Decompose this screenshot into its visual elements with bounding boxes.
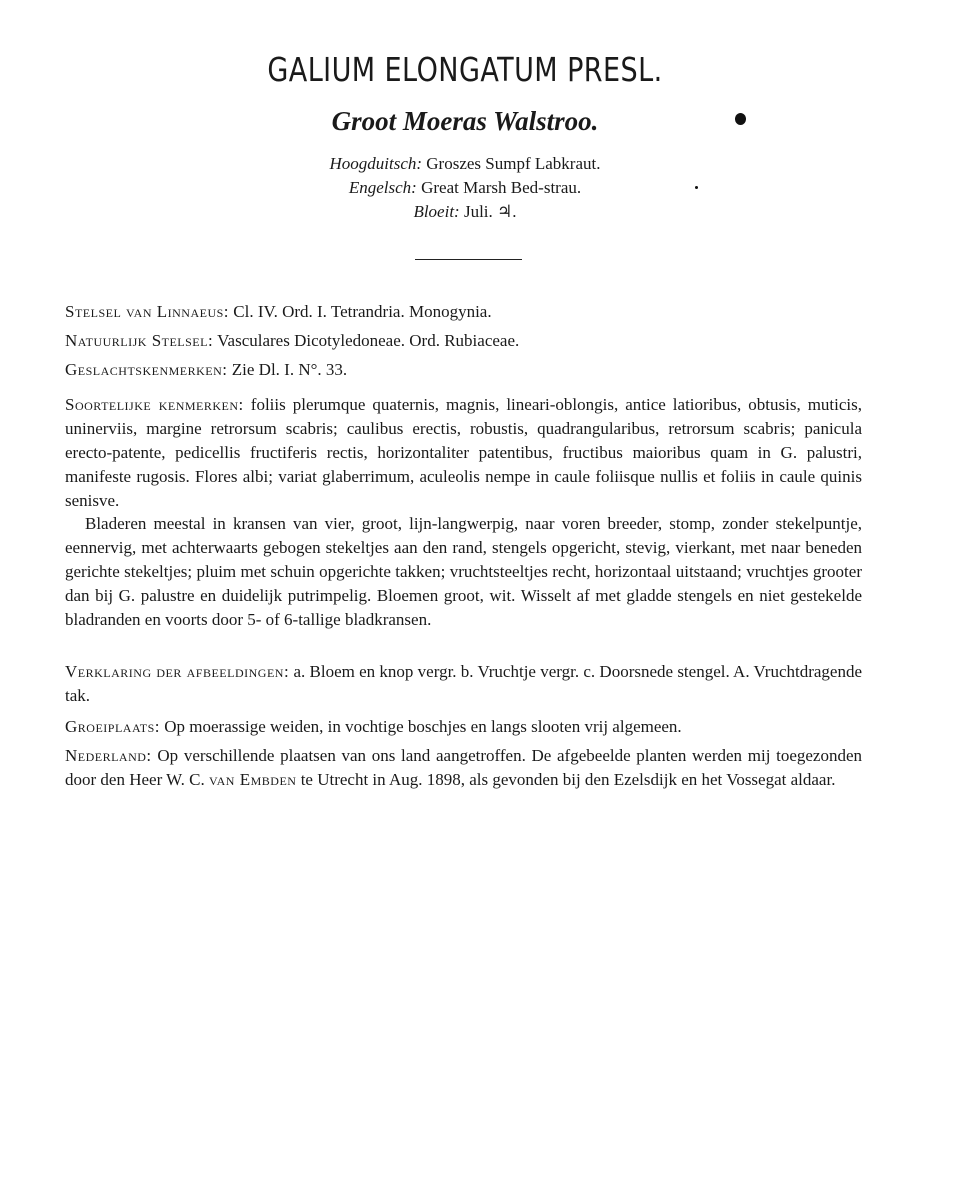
- groeiplaats-paragraph: [65, 715, 862, 739]
- ink-speck: [735, 113, 746, 125]
- bloeit-line: [200, 200, 730, 224]
- linnaeus-label: Stelsel van Linnaeus:: [65, 302, 230, 321]
- nederland-name: van Embden: [209, 770, 297, 789]
- nederland-text-2: te Utrecht in Aug. 1898, als gevonden bij den Ezelsdijk en het Vossegat aldaar.: [300, 770, 836, 789]
- linnaeus-value: Cl. IV. Ord. I. Tetrandria. Monogynia.: [233, 302, 492, 321]
- soortelijke-label: Soortelijke kenmerken:: [65, 395, 244, 414]
- nederland-label: Nederland:: [65, 746, 152, 765]
- page-title: GALIUM ELONGATUM PRESL.: [267, 50, 663, 89]
- geslacht-line: [65, 360, 347, 380]
- divider-rule: [415, 259, 522, 260]
- systems-section: [65, 302, 862, 382]
- page-subtitle: Groot Moeras Walstroo.: [331, 106, 599, 136]
- dutch-description-paragraph: Bladeren meestal in kransen van vier, groot, lijn-langwerpig, naar voren breeder, stomp, zonder stekelpuntje, eennervig, met achterwaarts gebogen stekeltjes aan den rand, stengels opgericht, stevig, vierkant, met naar beneden gerichte stekeltjes; pluim met schuin opgerichte takken; vruchtsteeltjes recht, horizontaal uitstaand; vruchtjes grooter dan bij G. palustre en duidelijk putrimpelig. Bloemen groot, wit. Wisselt af met gladde stengels en niet gestekelde bladranden en voorts door 5- of 6-tallige bladkransen.: [65, 514, 862, 629]
- engelsch-line: [200, 176, 730, 200]
- nederland-paragraph: [65, 744, 862, 792]
- engelsch-value: Great Marsh Bed-strau.: [421, 178, 582, 197]
- natuurlijk-label: Natuurlijk Stelsel:: [65, 331, 214, 350]
- bloeit-label: Bloeit:: [413, 202, 460, 221]
- natuurlijk-value: Vasculares Dicotyledoneae. Ord. Rubiaceae.: [217, 331, 520, 350]
- natuurlijk-line: [65, 331, 519, 351]
- ink-speck: [695, 186, 698, 189]
- geslacht-value: Zie Dl. I. N°. 33.: [231, 360, 348, 379]
- common-names: [200, 152, 730, 224]
- soortelijke-paragraph: [65, 393, 862, 513]
- hoogduitsch-label: Hoogduitsch:: [329, 154, 423, 173]
- hoogduitsch-line: [200, 152, 730, 176]
- soortelijke-text: foliis plerumque quaternis, magnis, lineari-oblongis, antice latioribus, obtusis, muticis, uninerviis, margine retrorsum scabris; caulibus erectis, robustis, quadrangularibus, retrorsum scabris; panicula erecto-patente, pedicellis fructiferis rectis, horizontaliter patentibus, fructibus maioribus quam in G. palustri, manifeste rugosis. Flores albi; variat glaberrimum, aculeolis nempe in caule foliisque nullis et foliis in caule quinis senisve.: [65, 395, 862, 510]
- geslacht-label: Geslachtskenmerken:: [65, 360, 228, 379]
- nederland-text-1: Op verschillende plaatsen van ons land aangetroffen. De afgebeelde planten werden mij toegezonden door den Heer W. C.: [65, 746, 863, 789]
- verklaring-paragraph: [65, 660, 862, 708]
- bloeit-value: Juli. ♃.: [463, 202, 517, 221]
- groeiplaats-label: Groeiplaats:: [65, 717, 161, 736]
- verklaring-text: a. Bloem en knop vergr. b. Vruchtje vergr. c. Doorsnede stengel. A. Vruchtdragende tak.: [65, 662, 863, 705]
- hoogduitsch-value: Groszes Sumpf Labkraut.: [426, 154, 601, 173]
- linnaeus-line: [65, 302, 492, 322]
- verklaring-label: Verklaring der afbeeldingen:: [65, 662, 290, 681]
- groeiplaats-text: Op moerassige weiden, in vochtige boschjes en langs slooten vrij algemeen.: [164, 717, 682, 736]
- engelsch-label: Engelsch:: [348, 178, 417, 197]
